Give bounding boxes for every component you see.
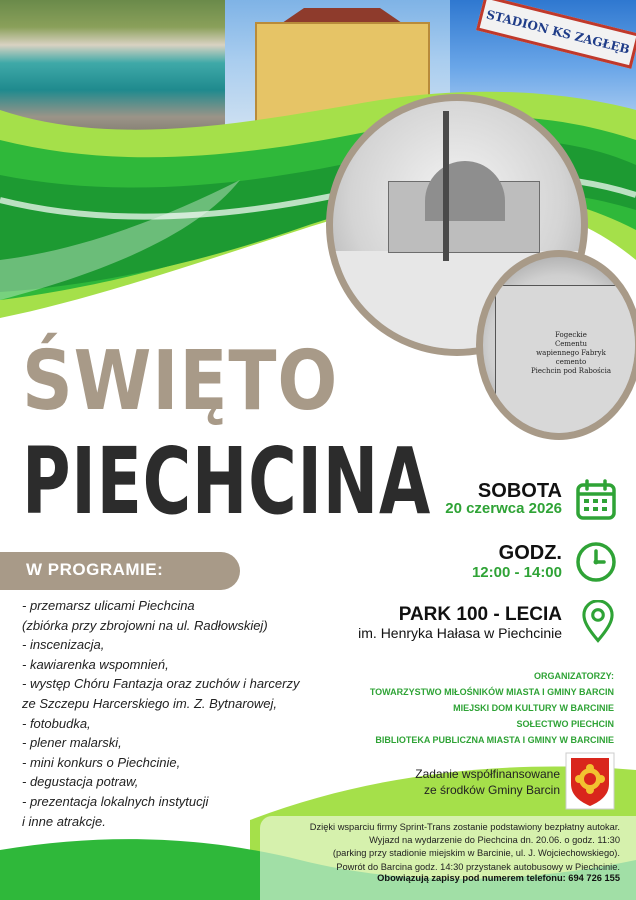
programme-list: [22, 596, 352, 831]
bus-info: [260, 821, 620, 874]
organizers-list: [370, 684, 614, 748]
bus-info-line: (parking przy stadionie miejskim w Barcinie, ul. J. Wojciechowskiego).: [332, 848, 620, 859]
cofinancing-line: ze środków Gminy Barcin: [423, 783, 560, 797]
sign-line: Cementu: [554, 340, 588, 348]
organizers-label: ORGANIZATORZY:: [534, 671, 614, 681]
calendar-icon: [574, 478, 618, 522]
old-factory-sign: [525, 331, 617, 376]
bus-info-line: Dzięki wsparciu firmy Sprint-Trans zostanie podstawiony bezpłatny autokar.: [309, 822, 620, 832]
time-label: GODZ.: [498, 542, 562, 564]
event-day: SOBOTA: [477, 480, 562, 502]
cofinancing-line: Zadanie współfinansowane: [415, 767, 560, 781]
programme-item: - fotobudka,: [22, 715, 91, 731]
cofinancing-note: [400, 766, 560, 798]
sign-line: wapiennego Fabryk cemento: [536, 349, 606, 366]
old-photo-tree: [443, 111, 449, 261]
event-time: 12:00 - 14:00: [471, 564, 562, 581]
programme-item: ze Szczepu Harcerskiego im. Z. Bytnarowej,: [22, 695, 278, 711]
programme-item: (zbiórka przy zbrojowni na ul. Radłowskiej): [22, 617, 268, 633]
organizer-item: BIBLIOTEKA PUBLICZNA MIASTA I GMINY W BARCINIE: [375, 735, 614, 745]
sign-line: Fogeckie: [555, 331, 587, 339]
event-place-subtitle: im. Henryka Hałasa w Piechcinie: [358, 625, 562, 641]
programme-item: - przemarsz ulicami Piechcina: [22, 598, 195, 613]
programme-item: - występ Chóru Fantazja oraz zuchów i harcerzy: [22, 676, 300, 692]
crest-icon: [565, 752, 615, 810]
title-line-1: ŚWIĘTO: [22, 334, 339, 429]
programme-item: - prezentacja lokalnych instytucji: [22, 793, 209, 809]
programme-item: - mini konkurs o Piechcinie,: [22, 754, 181, 770]
programme-item: - inscenizacja,: [22, 637, 105, 653]
title-line-2: PIECHCINA: [22, 428, 431, 535]
programme-item: - degustacja potraw,: [22, 774, 139, 790]
signup-phone: Obowiązują zapisy pod numerem telefonu: 694 726 155: [377, 873, 620, 883]
old-photo-arch: [425, 161, 505, 221]
programme-item: - plener malarski,: [22, 735, 122, 751]
clock-icon: [574, 540, 618, 584]
organizer-item: MIEJSKI DOM KULTURY W BARCINIE: [453, 703, 614, 713]
programme-item: i inne atrakcje.: [22, 813, 106, 829]
stadium-sign: STADION KS ZAGŁĘB: [476, 0, 636, 69]
bus-info-line: Powrót do Barcina godz. 14:30 przystanek autobusowy w Piechcinie.: [336, 861, 620, 872]
programme-label: W PROGRAMIE:: [26, 560, 164, 579]
sign-line: Piechcin pod Rabościa: [530, 367, 612, 375]
event-date: 20 czerwca 2026: [445, 500, 562, 517]
bus-info-line: Wyjazd na wydarzenie do Piechcina dn. 20.06. o godz. 11:30: [369, 835, 620, 846]
old-factory-photo: [476, 250, 636, 440]
event-place: PARK 100 - LECIA: [398, 604, 562, 625]
organizer-item: TOWARZYSTWO MIŁOŚNIKÓW MIASTA I GMINY BARCIN: [369, 687, 614, 697]
location-pin-icon: [576, 600, 620, 644]
organizer-item: SOŁECTWO PIECHCIN: [516, 719, 614, 729]
programme-item: - kawiarenka wspomnień,: [22, 656, 169, 672]
